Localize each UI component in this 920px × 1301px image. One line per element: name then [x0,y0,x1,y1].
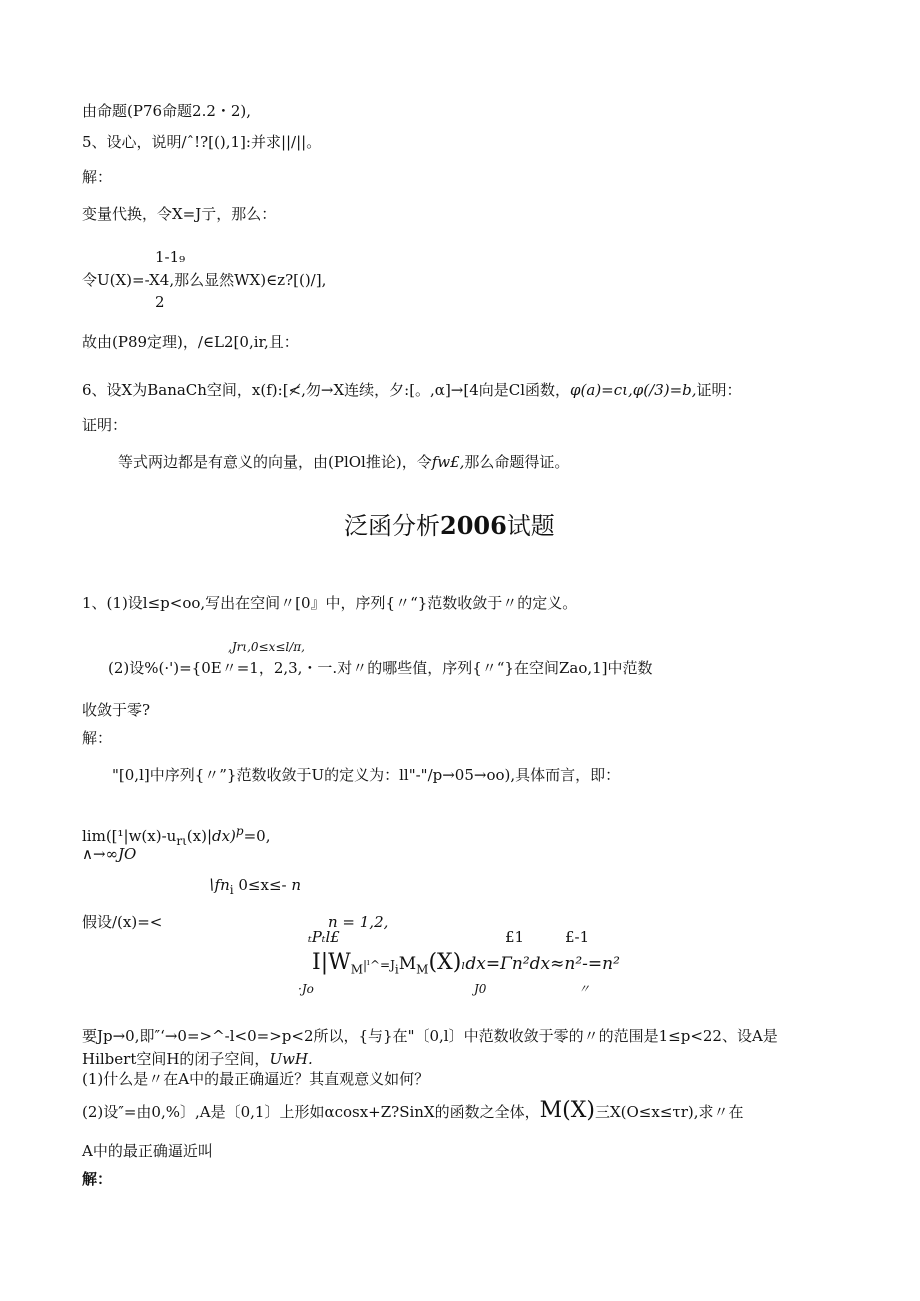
formula-fn [205,876,301,899]
line-p2-q2 [82,1098,744,1123]
integral-a: I|W [312,950,351,975]
fn-n: n [291,876,302,894]
integral-top-b: £1 [505,928,525,946]
integral-d: (X) [428,950,462,975]
integral-b: |ˡ^=J [363,958,395,972]
line-proposition-ref: 由命题(P76命题2.2・2), [82,102,252,120]
integral-bottom-c: 〃 [578,982,591,996]
fn-rest: 0≤x≤- [238,876,287,894]
line-p2-hilbert [82,1050,313,1068]
formula-limit-under: ∧→∞JO [82,845,137,863]
integral-bottom-b: J0 [474,982,487,996]
fn-sub: i [229,883,234,897]
hilbert-formula: UwH. [269,1050,313,1068]
section-title [344,512,555,540]
limit-dx: dx) [212,827,236,845]
integral-c: M [398,954,417,974]
limit-part-b: (x)| [186,827,212,845]
limit-sub: rι [176,834,187,848]
limit-end: =0, [243,827,271,845]
line-q1-definition: "[0,l]中序列{〃”}范数收敛于U的定义为：ll"-"/p→05→oo),具体而言，即： [112,766,621,784]
integral-s2: i [394,962,399,977]
fn-a: ∖fn [205,876,230,894]
line-p2-best-approx: A中的最正确逼近叫 [82,1142,213,1160]
limit-part-a: lim([¹|w(x)-u [82,827,177,845]
proof-end: 那么命题得证。 [464,453,570,471]
line-let-u: 令U(X)=-X4,那么显然WX)∈z?[()/], [82,271,327,289]
problem-6-text: 6、设X为BanaCh空间，x(f):[≮,勿→X连续，夕:[。,α]→[4向是Cl函数， [82,381,571,399]
line-q1-solution: 解： [82,729,113,747]
formula-fraction-bottom: 2 [155,293,165,311]
integral-e: ₗdx=Γn²dx≈n²-=n² [461,954,620,974]
q2-rest: 三X(O≤x≤τr),求〃在 [594,1103,744,1121]
line-problem-5: 5、设心，说明/ˆ!?[(),1]:并求||/||。 [82,133,322,151]
line-p2-solution: 解： [82,1170,113,1188]
line-q1-converge: 收敛于零? [82,701,151,719]
problem-6-formula: φ(a)=cι,φ(∕3)=b, [570,381,697,399]
integral-top-a: ₜPₜl£ [308,928,340,946]
line-p2-conclusion: 要Jp→0,即″‘→0=>^-l<0=>p<2所以，{与}在"〔0,l〕中范数收敛于零的〃的范围是1≤p<22、设A是 [82,1027,778,1045]
integral-s1: M [350,962,364,977]
formula-n-values: n = 1,2, [328,913,389,931]
formula-integral [312,952,620,980]
integral-bottom-a: ·Jo [298,982,314,996]
line-q1-piecewise-top: ,Jrι,0≤x≤l/π, [228,640,305,654]
line-q1-part2: (2)设%(·')={0E〃=1，2,3,・一.对〃的哪些值，序列{〃“}在空间Zao,1]中范数 [108,659,653,677]
title-text-b: 试题 [506,512,555,540]
title-year: 2006 [440,511,507,540]
line-q1-part1: 1、(1)设l≤p<oo,写出在空间〃[0』中，序列{〃“}范数收敛于〃的定义。 [82,594,578,612]
proof-text: 等式两边都是有意义的向量，由(PlOl推论)，令 [118,453,432,471]
line-problem-6 [82,381,742,399]
integral-top-c: £-1 [565,928,590,946]
integral-s3: M [416,962,429,977]
limit-sup: p [235,824,244,838]
line-substitution: 变量代换，令X=J亍，那么： [82,205,277,223]
problem-6-prove: 证明： [696,381,742,399]
title-text-a: 泛函分析 [344,512,440,540]
proof-formula: fw£, [431,453,465,471]
hilbert-text: Hilbert空间H的闭子空间， [82,1050,270,1068]
q2-formula: M(X) [539,1098,595,1123]
formula-fraction-top: 1-1₉ [155,248,186,266]
line-proof-label: 证明： [82,416,128,434]
line-proof-body [118,453,569,471]
q2-text: (2)设″=由0,%〕,A是〔0,1〕上形如αcosx+Z?SinX的函数之全体， [82,1103,540,1121]
line-solution-label: 解： [82,168,113,186]
line-assume: 假设/(x)=< [82,913,163,931]
line-theorem-p89: 故由(P89定理)，/∈L2[0,ir,且： [82,333,299,351]
line-p2-q1: (1)什么是〃在A中的最正确逼近？其直观意义如何？ [82,1070,430,1088]
